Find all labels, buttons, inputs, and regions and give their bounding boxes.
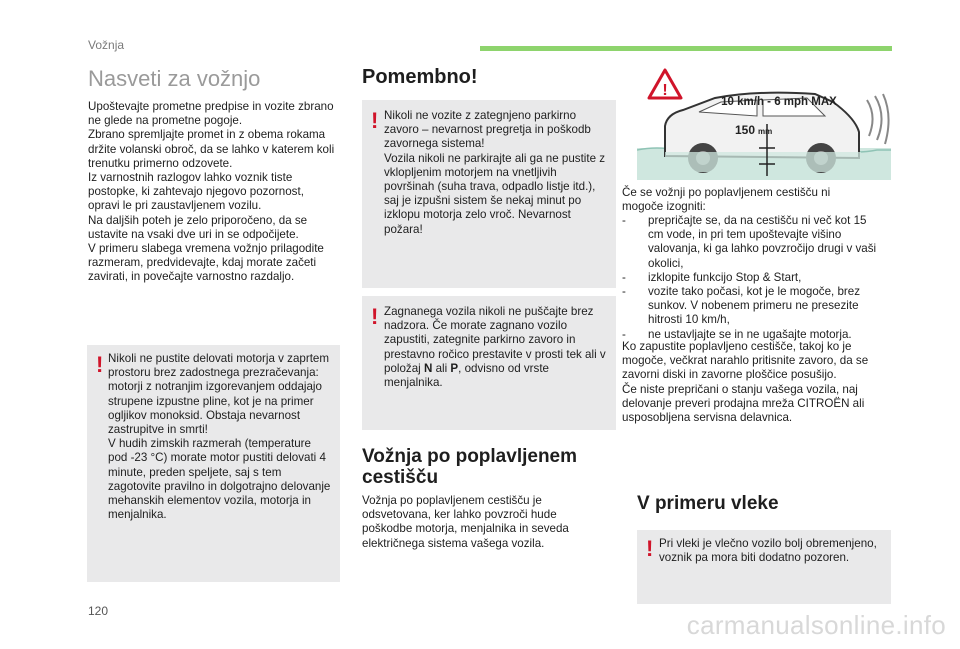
warning-icon: !: [96, 352, 104, 377]
list-item: - ne ustavljajte se in ne ugašajte motorja.: [622, 327, 852, 341]
warning-icon: !: [371, 304, 379, 329]
flood-after-paragraph: Ko zapustite poplavljeno cestišče, takoj ko je mogoče, večkrat narahlo pritisnite zavoro, da se zavorni diski in zavorne ploščice posušijo. Če niste prepričani o stanju vašega vozila, naj delovanje preveri prodajna mreža CITROËN ali usposobljena servisna delavnica.: [622, 340, 869, 425]
warning-box-unattended: [362, 296, 616, 430]
driving-tips-paragraph: Upoštevajte prometne predpise in vozite zbrano ne glede na prometne pogoje. Zbrano spremljajte promet in z obema rokama držite volanski obroč, da se lahko v katerem koli trenutku primerno odzovete. Iz varnostnih razlogov lahko voznik tiste postopke, ki zahtevajo njegovo pozornost, opravi le pri zaustavljenem vozilu. Na daljših poteh je zelo priporočeno, da se ustavite na vsaki dve uri in se odpočijete. V primeru slabega vremena vožnjo prilagodite razmeram, predvidevajte, kdaj morate začeti zavirati, in povečajte varnostno razdaljo.: [88, 100, 335, 284]
warning-box-parking-brake: [362, 100, 616, 288]
warning-text: Nikoli ne pustite delovati motorja v zaprtem prostoru brez zadostnega prezračevanja: motorji z notranjim izgorevanjem oddajajo strupene izpustne pline, kot je na primer ogljikov monoksid. Obstaja nevarnost zastrupitve in smrti! V hudih zimskih razmerah (temperature pod -23 °C) morate motor pustiti delovati 4 minute, preden speljete, saj s tem zagotovite pravilno in dolgotrajno delovanje mehanskih elementov vozila, motorja in menjalnika.: [108, 352, 331, 522]
warning-box-towing: [637, 530, 891, 604]
list-item: - izklopite funkcijo Stop & Start,: [622, 270, 802, 284]
flood-heading: Vožnja po poplavljenem cestišču: [362, 446, 578, 488]
towing-heading: V primeru vleke: [637, 493, 779, 514]
list-item: - prepričajte se, da na cestišču ni več kot 15 cm vode, in pri tem upoštevajte višino valovanja, ki ga lahko povzročijo drugi v vaši okolici,: [622, 214, 877, 270]
list-item: - vozite tako počasi, kot je le mogoče, brez sunkov. V nobenem primeru ne presezite hitrosti 10 km/h,: [622, 285, 861, 327]
warning-icon: !: [646, 536, 654, 561]
section-accent-bar: [480, 46, 892, 51]
motion-lines: [867, 94, 889, 144]
flood-car-diagram: [637, 66, 891, 180]
warning-box-engine: [87, 345, 340, 582]
section-label: Vožnja: [88, 38, 125, 52]
warning-icon: !: [371, 108, 379, 133]
speed-limit-label: 10 km/h - 6 mph MAX: [721, 96, 837, 108]
depth-value: 150: [734, 123, 755, 137]
watermark: carmanualsonline.info: [686, 610, 946, 640]
warning-text: Pri vleki je vlečno vozilo bolj obremenjeno, voznik pa mora biti dodatno pozoren.: [659, 537, 877, 565]
flood-instructions-list: [622, 214, 884, 342]
page-title: Nasveti za vožnjo: [88, 66, 261, 91]
flood-paragraph: Vožnja po poplavljenem cestišču je odsvetovana, ker lahko povzroči hude poškodbe motorja, menjalnika in seveda električnega sistema vašega vozila.: [362, 494, 569, 550]
important-heading: Pomembno!: [362, 66, 478, 88]
page-number: 120: [88, 604, 109, 618]
flood-illustration: [637, 66, 891, 180]
warning-text: Nikoli ne vozite z zategnjeno parkirno zavoro – nevarnost pregretja in poškodb zavornega sistema! Vozila nikoli ne parkirajte ali ga ne pustite z vklopljenim motorjem na vnetljivih površinah (suha trava, odpadlo listje itd.), saj je izpušni sistem še nekaj minut po izklopu motorja zelo vroč. Nevarnost požara!: [384, 109, 606, 236]
warning-text: Zagnanega vozila nikoli ne puščajte brez nadzora. Če morate zagnano vozilo zapustiti, zategnite parkirno zavoro in prestavno ročico prestavite v prosti tek ali v položaj N ali P, odvisno od vrste menjalnika.: [384, 305, 606, 390]
depth-unit: mm: [758, 127, 773, 136]
svg-text:!: !: [662, 82, 668, 99]
flood-intro: Če se vožnji po poplavljenem cestišču ni mogoče izogniti:: [622, 186, 831, 214]
